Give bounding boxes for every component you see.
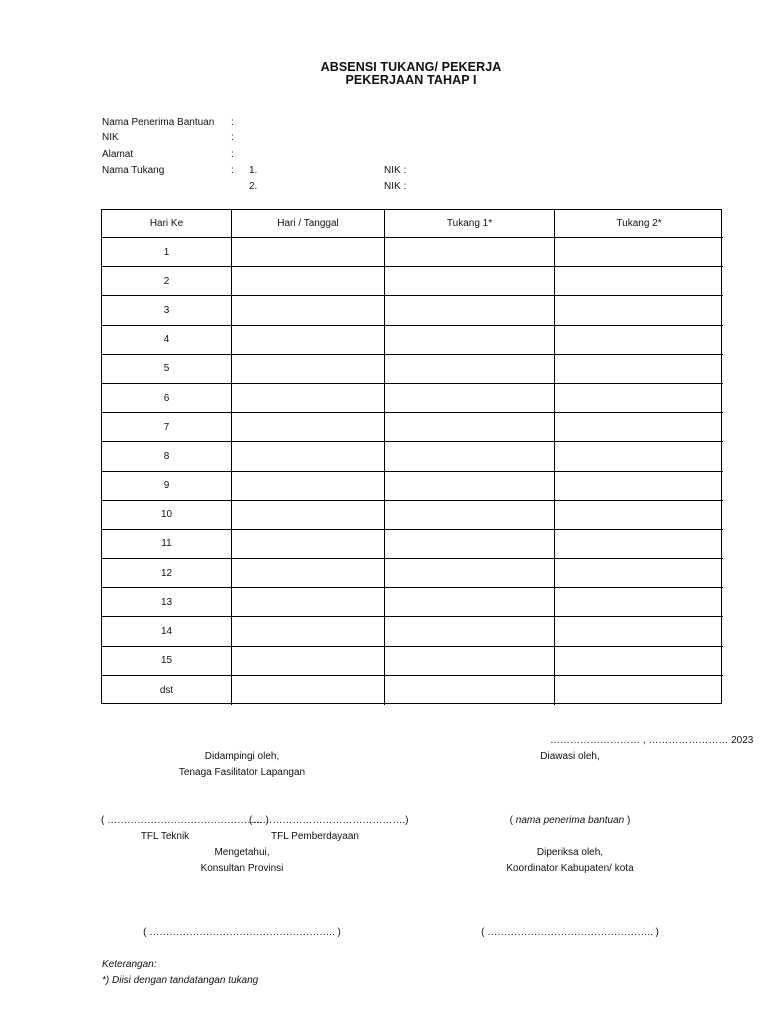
table-cell [555,647,723,676]
table-cell [232,355,385,384]
table-cell [555,676,723,705]
table-header-cell: Hari Ke [102,210,232,238]
diperiksa-label: Diperiksa oleh, [536,847,604,858]
hari-ke-cell: 9 [102,472,232,501]
table-cell [385,442,555,471]
table-cell [385,647,555,676]
table-cell [555,267,723,296]
hari-ke-cell: 10 [102,501,232,530]
table-cell [385,238,555,267]
nik-tukang-2-label: NIK : [384,181,407,192]
koordinator-label: Koordinator Kabupaten/ kota [506,863,634,874]
document-subtitle: PEKERJAAN TAHAP I [345,73,477,87]
tfl-teknik-signature-line: ( ……………………………………….. ) [101,815,269,826]
table-cell [555,384,723,413]
table-cell [555,326,723,355]
konsultan-signature-line: ( ……………………………………………….. ) [143,927,341,938]
table-cell [385,326,555,355]
table-cell [232,442,385,471]
table-header-cell: Hari / Tanggal [232,210,385,238]
table-cell [385,384,555,413]
nik-tukang-1-label: NIK : [384,165,407,176]
paren-open: ( [509,815,516,826]
colon: : [231,132,234,143]
table-cell [232,413,385,442]
table-cell [385,355,555,384]
hari-ke-cell: 1 [102,238,232,267]
table-cell [232,238,385,267]
diawasi-label: Diawasi oleh, [540,751,600,762]
hari-ke-cell: 4 [102,326,232,355]
table-cell [232,588,385,617]
table-cell [555,559,723,588]
table-cell [555,413,723,442]
hari-ke-cell: 13 [102,588,232,617]
table-header-cell: Tukang 1* [385,210,555,238]
table-cell [232,530,385,559]
tukang-2-number: 2. [249,181,258,192]
table-cell [555,501,723,530]
table-cell [232,296,385,325]
table-cell [555,355,723,384]
hari-ke-cell: 2 [102,267,232,296]
table-cell [555,530,723,559]
nama-penerima-placeholder: nama penerima bantuan [515,815,625,826]
document-title: ABSENSI TUKANG/ PEKERJA [320,60,502,74]
konsultan-label: Konsultan Provinsi [200,863,284,874]
table-cell [232,617,385,646]
table-cell [232,267,385,296]
keterangan-note: *) Diisi dengan tandatangan tukang [102,975,259,986]
table-cell [385,530,555,559]
hari-ke-cell: 8 [102,442,232,471]
table-cell [555,472,723,501]
table-cell [385,472,555,501]
nama-tukang-label: Nama Tukang [102,165,165,176]
tukang-1-number: 1. [249,165,258,176]
table-cell [385,676,555,705]
table-cell [232,559,385,588]
hari-ke-cell: 6 [102,384,232,413]
mengetahui-label: Mengetahui, [214,847,270,858]
table-header-cell: Tukang 2* [555,210,723,238]
table-cell [385,559,555,588]
nama-penerima-label: Nama Penerima Bantuan [102,117,215,128]
hari-ke-cell: 15 [102,647,232,676]
colon: : [231,165,234,176]
table-cell [555,617,723,646]
table-cell [385,588,555,617]
hari-ke-cell: dst [102,676,232,705]
hari-ke-cell: 3 [102,296,232,325]
colon: : [231,149,234,160]
table-cell [385,267,555,296]
table-cell [385,501,555,530]
keterangan-label: Keterangan: [102,959,157,970]
table-cell [385,296,555,325]
paren-close: ) [624,815,631,826]
hari-ke-cell: 11 [102,530,232,559]
attendance-table [101,209,722,704]
table-cell [232,676,385,705]
hari-ke-cell: 7 [102,413,232,442]
hari-ke-cell: 5 [102,355,232,384]
hari-ke-cell: 14 [102,617,232,646]
table-cell [385,617,555,646]
date-line: ……………………… , …………………… 2023 [550,735,754,746]
table-cell [232,501,385,530]
table-cell [385,413,555,442]
koordinator-signature-line: ( ………………………………………….. ) [481,927,659,938]
table-cell [555,296,723,325]
table-cell [555,238,723,267]
table-cell [232,647,385,676]
tfl-pemberdayaan-signature-line: (……………………………………….) [249,815,409,826]
table-cell [232,326,385,355]
nik-label: NIK [102,132,119,143]
didampingi-label: Didampingi oleh, [204,751,280,762]
tfl-lapangan-label: Tenaga Fasilitator Lapangan [178,767,306,778]
alamat-label: Alamat [102,149,134,160]
nama-penerima-signature [470,815,670,826]
table-cell [555,588,723,617]
table-cell [232,384,385,413]
hari-ke-cell: 12 [102,559,232,588]
colon: : [231,117,234,128]
table-cell [232,472,385,501]
table-cell [555,442,723,471]
tfl-teknik-label: TFL Teknik [140,831,190,842]
tfl-pemberdayaan-label: TFL Pemberdayaan [270,831,359,842]
